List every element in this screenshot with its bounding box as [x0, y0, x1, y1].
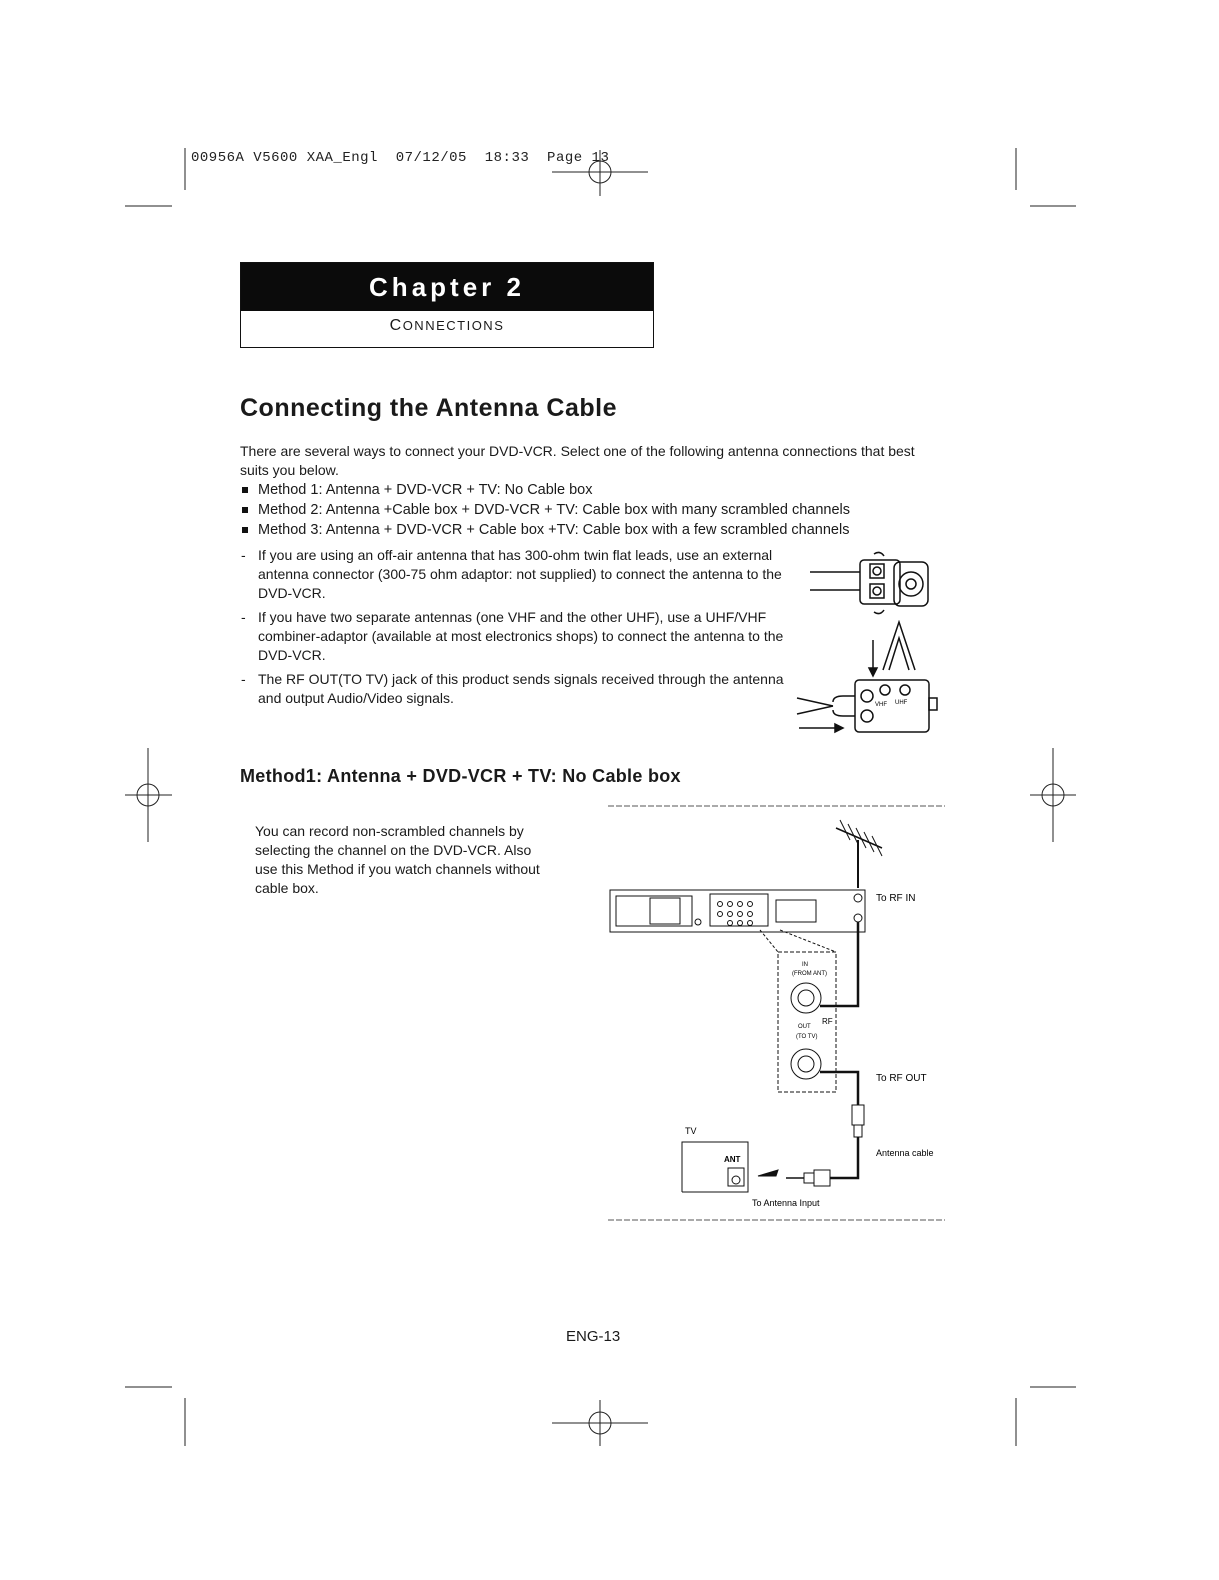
note-list	[240, 546, 800, 713]
page-title: Connecting the Antenna Cable	[240, 394, 617, 422]
adaptor-illustration	[808, 550, 938, 620]
list-item: - If you have two separate antennas (one VHF and the other UHF), use a UHF/VHF combiner-adaptor (available at most electronics shops) to connect the antenna to the DVD-VCR.	[240, 608, 800, 665]
list-item: - If you are using an off-air antenna that has 300-ohm twin flat leads, use an external antenna connector (300-75 ohm adaptor: not supplied) to connect the antenna to the DVD-VCR.	[240, 546, 800, 603]
list-item: - The RF OUT(TO TV) jack of this product sends signals received through the antenna and output Audio/Video signals.	[240, 670, 800, 708]
list-item: Method 1: Antenna + DVD-VCR + TV: No Cable box	[240, 480, 940, 500]
list-item: Method 2: Antenna +Cable box + DVD-VCR + TV: Cable box with many scrambled channels	[240, 500, 940, 520]
to-rf-in-label: To RF IN	[876, 893, 916, 904]
print-header: 00956A V5600 XAA_Engl 07/12/05 18:33 Page 13	[191, 150, 610, 166]
chapter-subtitle: CONNECTIONS	[389, 317, 505, 334]
tv-label: TV	[685, 1126, 697, 1136]
antenna-cable-label: Antenna cable	[876, 1148, 934, 1158]
vhf-label: VHF	[875, 702, 887, 708]
method1-description: You can record non-scrambled channels by selecting the channel on the DVD-VCR. Also use this Method if you watch channels without cable box.	[255, 823, 540, 896]
method1-heading: Method1: Antenna + DVD-VCR + TV: No Cable box	[240, 766, 681, 786]
in-label: IN	[802, 962, 808, 968]
dvd-vcr-icon	[610, 890, 865, 932]
connection-diagram	[600, 800, 950, 1230]
antenna-icon	[836, 820, 882, 888]
chapter-header	[240, 262, 654, 348]
list-item: Method 3: Antenna + DVD-VCR + Cable box +TV: Cable box with a few scrambled channels	[240, 520, 940, 540]
ant-label: ANT	[724, 1155, 741, 1164]
rf-label: RF	[822, 1017, 833, 1026]
to-antenna-input-label: To Antenna Input	[752, 1198, 820, 1208]
out-label: OUT	[798, 1024, 811, 1030]
to-rf-out-label: To RF OUT	[876, 1073, 927, 1084]
chapter-title: Chapter 2	[369, 272, 525, 302]
from-ant-label: (FROM ANT)	[792, 971, 827, 977]
tv-icon	[682, 1142, 748, 1192]
method-list	[240, 480, 940, 540]
intro-paragraph: There are several ways to connect your DVD-VCR. Select one of the following antenna connections that best suits you below.	[240, 443, 915, 478]
combiner-illustration	[795, 620, 945, 740]
to-tv-label: (TO TV)	[796, 1034, 818, 1040]
page-number: ENG-13	[566, 1328, 621, 1345]
uhf-label: UHF	[895, 700, 908, 706]
